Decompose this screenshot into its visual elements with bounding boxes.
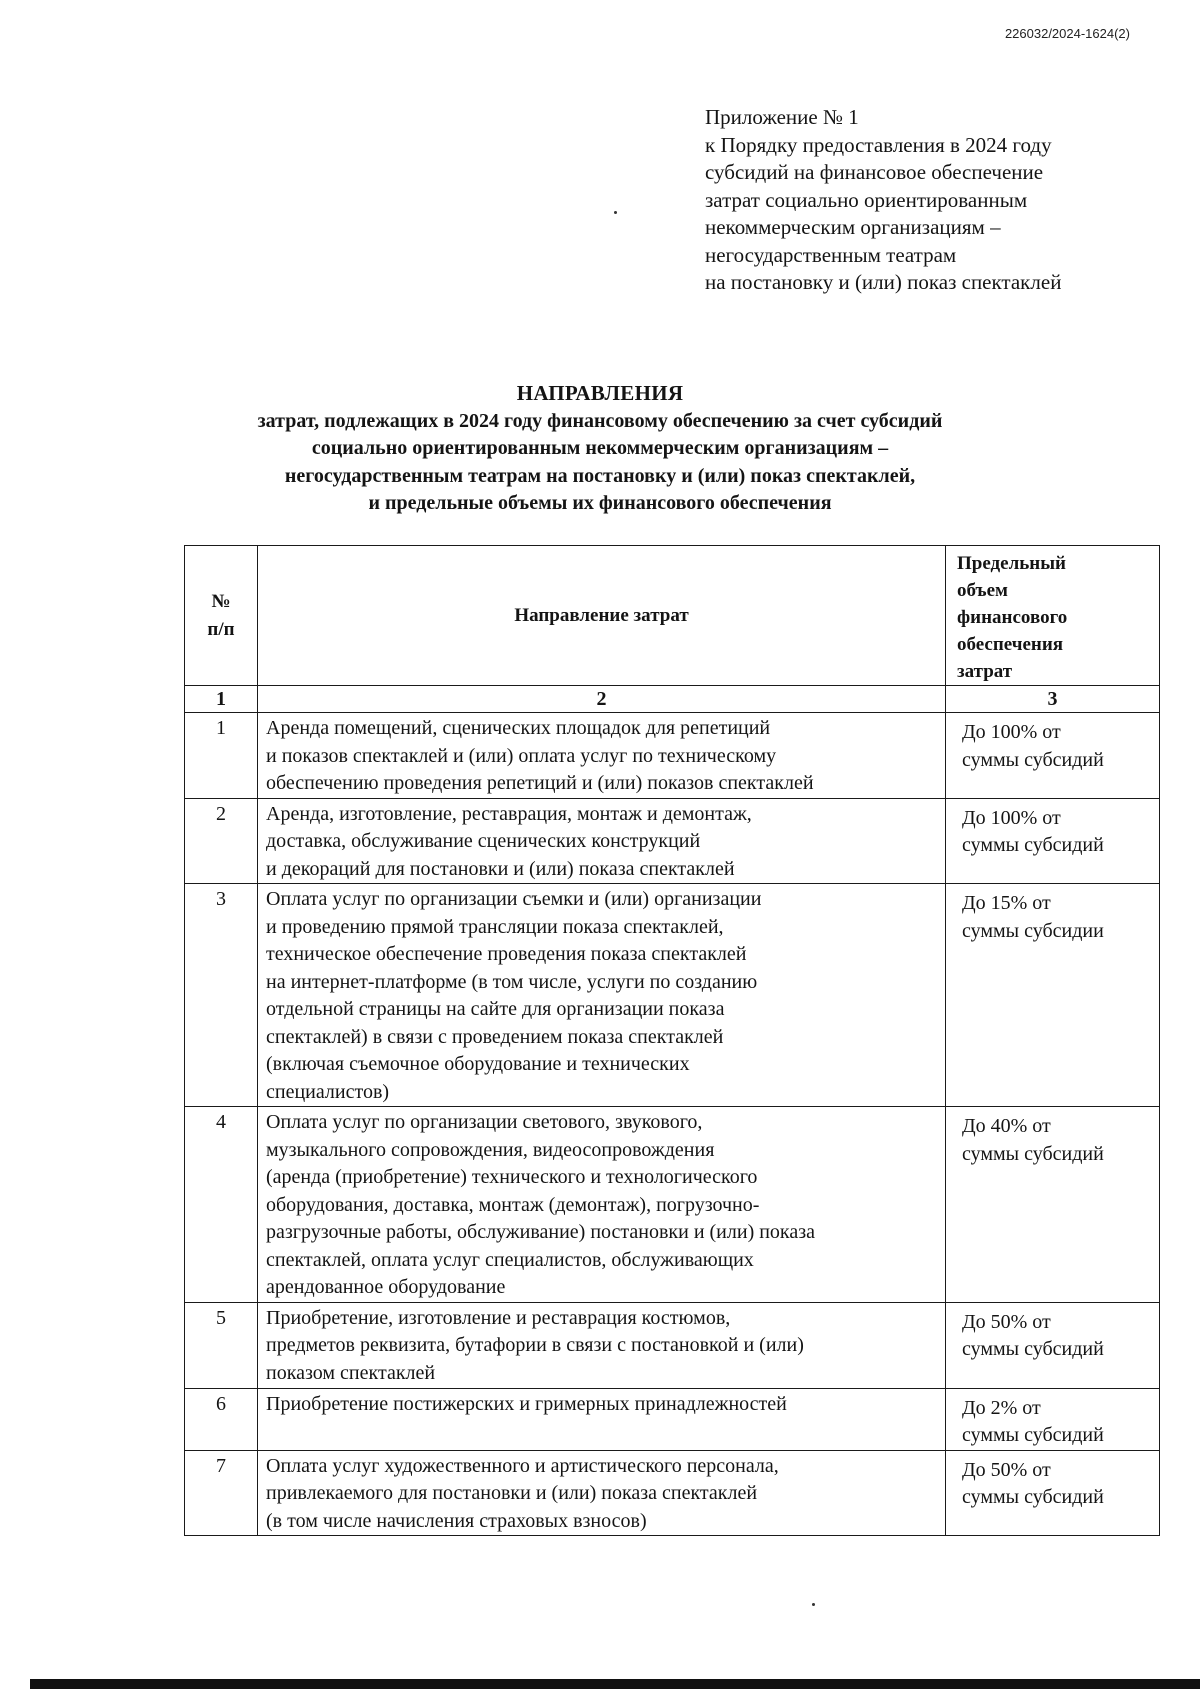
limit-line: До 2% от — [962, 1396, 1041, 1419]
direction-line: Аренда, изготовление, реставрация, монтаж и демонтаж, — [266, 802, 752, 825]
row-direction — [258, 1302, 946, 1388]
direction-line: отдельной страницы на сайте для организации показа — [266, 998, 725, 1020]
column-index: 3 — [946, 686, 1160, 713]
table-row — [185, 1302, 1160, 1388]
limit-line: До 40% от — [962, 1115, 1051, 1137]
direction-line: Приобретение постижерских и гримерных принадлежностей — [266, 1392, 787, 1415]
limit-line: суммы субсидии — [962, 919, 1104, 942]
direction-line: Оплата услуг по организации съемки и (или) организации — [266, 888, 762, 910]
row-limit — [946, 798, 1160, 884]
table-header-row — [185, 546, 1160, 686]
row-limit — [946, 1388, 1160, 1450]
title-line: затрат, подлежащих в 2024 году финансовому обеспечению за счет субсидий — [257, 409, 943, 432]
direction-line: и декораций для постановки и (или) показа спектаклей — [266, 857, 735, 880]
table-row — [185, 1107, 1160, 1303]
direction-line: (включая съемочное оборудование и технических — [266, 1053, 690, 1075]
limit-line: суммы субсидий — [962, 1486, 1104, 1508]
limit-line: До 50% от — [962, 1458, 1051, 1481]
header-direction: Направление затрат — [258, 546, 946, 686]
row-limit — [946, 884, 1160, 1107]
direction-line: и проведению прямой трансляции показа спектаклей, — [266, 915, 724, 938]
row-limit — [946, 713, 1160, 799]
annex-line: на постановку и (или) показ спектаклей — [705, 270, 1062, 294]
direction-line: (в том числе начисления страховых взносов) — [266, 1509, 647, 1532]
limit-line: До 15% от — [962, 892, 1051, 914]
header-limit-line: обеспечения — [957, 634, 1064, 655]
row-number: 4 — [185, 1107, 258, 1303]
header-limit-line: объем — [957, 580, 1008, 601]
row-direction — [258, 713, 946, 799]
limit-line: суммы субсидий — [962, 1142, 1104, 1165]
header-limit — [946, 546, 1160, 686]
row-number: 6 — [185, 1388, 258, 1450]
table-row — [185, 1450, 1160, 1536]
row-number: 7 — [185, 1450, 258, 1536]
document-id: 226032/2024-1624(2) — [1004, 26, 1130, 41]
scan-edge-rule — [30, 1679, 1200, 1689]
limit-line: До 100% от — [962, 806, 1061, 829]
direction-line: музыкального сопровождения, видеосопровождения — [266, 1138, 715, 1161]
direction-line: на интернет-платформе (в том числе, услуги по созданию — [266, 970, 758, 993]
direction-line: Приобретение, изготовление и реставрация костюмов, — [266, 1306, 731, 1329]
direction-line: Аренда помещений, сценических площадок для репетиций — [266, 717, 771, 739]
row-limit — [946, 1107, 1160, 1303]
column-index: 2 — [258, 686, 946, 713]
annex-line: субсидий на финансовое обеспечение — [705, 160, 1044, 184]
table-row — [185, 1388, 1160, 1450]
row-direction — [258, 798, 946, 884]
title-line: и предельные объемы их финансового обеспечения — [368, 492, 832, 514]
row-number: 1 — [185, 713, 258, 799]
header-number-line: № — [211, 591, 231, 612]
row-limit — [946, 1450, 1160, 1536]
title-line: социально ориентированным некоммерческим организациям – — [311, 437, 889, 459]
annex-line: некоммерческим организациям – — [705, 215, 1001, 239]
table-row — [185, 884, 1160, 1107]
direction-line: разгрузочные работы, обслуживание) постановки и (или) показа — [266, 1221, 816, 1243]
direction-line: спектаклей) в связи с проведением показа спектаклей — [266, 1025, 724, 1048]
annex-line: к Порядку предоставления в 2024 году — [705, 132, 1052, 157]
document-title — [100, 380, 1100, 518]
direction-line: арендованное оборудование — [266, 1276, 506, 1298]
row-direction — [258, 884, 946, 1107]
row-direction — [258, 1450, 946, 1536]
direction-line: техническое обеспечение проведения показа спектаклей — [266, 943, 747, 965]
row-number: 5 — [185, 1302, 258, 1388]
limit-line: суммы субсидий — [962, 834, 1104, 856]
limit-line: суммы субсидий — [962, 1424, 1104, 1446]
direction-line: и показов спектаклей и (или) оплата услуг по техническому — [266, 744, 777, 767]
direction-line: (аренда (приобретение) технического и технологического — [266, 1166, 758, 1188]
header-number — [185, 546, 258, 686]
limit-line: суммы субсидий — [962, 1338, 1104, 1360]
direction-line: специалистов) — [266, 1080, 390, 1103]
row-limit — [946, 1302, 1160, 1388]
header-limit-line: Предельный — [957, 553, 1067, 574]
scan-speck — [614, 211, 617, 214]
direction-line: обеспечению проведения репетиций и (или) показов спектаклей — [266, 772, 814, 794]
row-number: 3 — [185, 884, 258, 1107]
limit-line: суммы субсидий — [962, 748, 1104, 771]
annex-line: негосударственным театрам — [705, 242, 957, 267]
annex-line: Приложение № 1 — [705, 105, 859, 129]
page-title: НАПРАВЛЕНИЯ — [516, 381, 684, 405]
table-row — [185, 713, 1160, 799]
direction-line: показом спектаклей — [266, 1361, 436, 1384]
header-limit-line: затрат — [957, 661, 1013, 682]
header-limit-line: финансового — [957, 607, 1068, 628]
table-row — [185, 798, 1160, 884]
direction-line: предметов реквизита, бутафории в связи с постановкой и (или) — [266, 1334, 804, 1356]
direction-line: доставка, обслуживание сценических конструкций — [266, 830, 701, 852]
direction-line: спектаклей, оплата услуг специалистов, обслуживающих — [266, 1248, 754, 1271]
annex-block — [705, 104, 1175, 297]
row-number: 2 — [185, 798, 258, 884]
column-index-row — [185, 686, 1160, 713]
direction-line: привлекаемого для постановки и (или) показа спектаклей — [266, 1482, 758, 1504]
direction-line: Оплата услуг художественного и артистического персонала, — [266, 1454, 779, 1477]
costs-table — [184, 545, 1160, 1536]
direction-line: Оплата услуг по организации светового, звукового, — [266, 1111, 703, 1133]
annex-line: затрат социально ориентированным — [705, 187, 1028, 212]
limit-line: До 100% от — [962, 721, 1061, 743]
title-line: негосударственным театрам на постановку и (или) показ спектаклей, — [284, 464, 916, 487]
limit-line: До 50% от — [962, 1310, 1051, 1333]
scan-speck — [812, 1603, 815, 1606]
direction-line: оборудования, доставка, монтаж (демонтаж), погрузочно- — [266, 1193, 760, 1216]
row-direction — [258, 1107, 946, 1303]
row-direction — [258, 1388, 946, 1450]
header-number-line: п/п — [207, 618, 235, 640]
column-index: 1 — [185, 686, 258, 713]
